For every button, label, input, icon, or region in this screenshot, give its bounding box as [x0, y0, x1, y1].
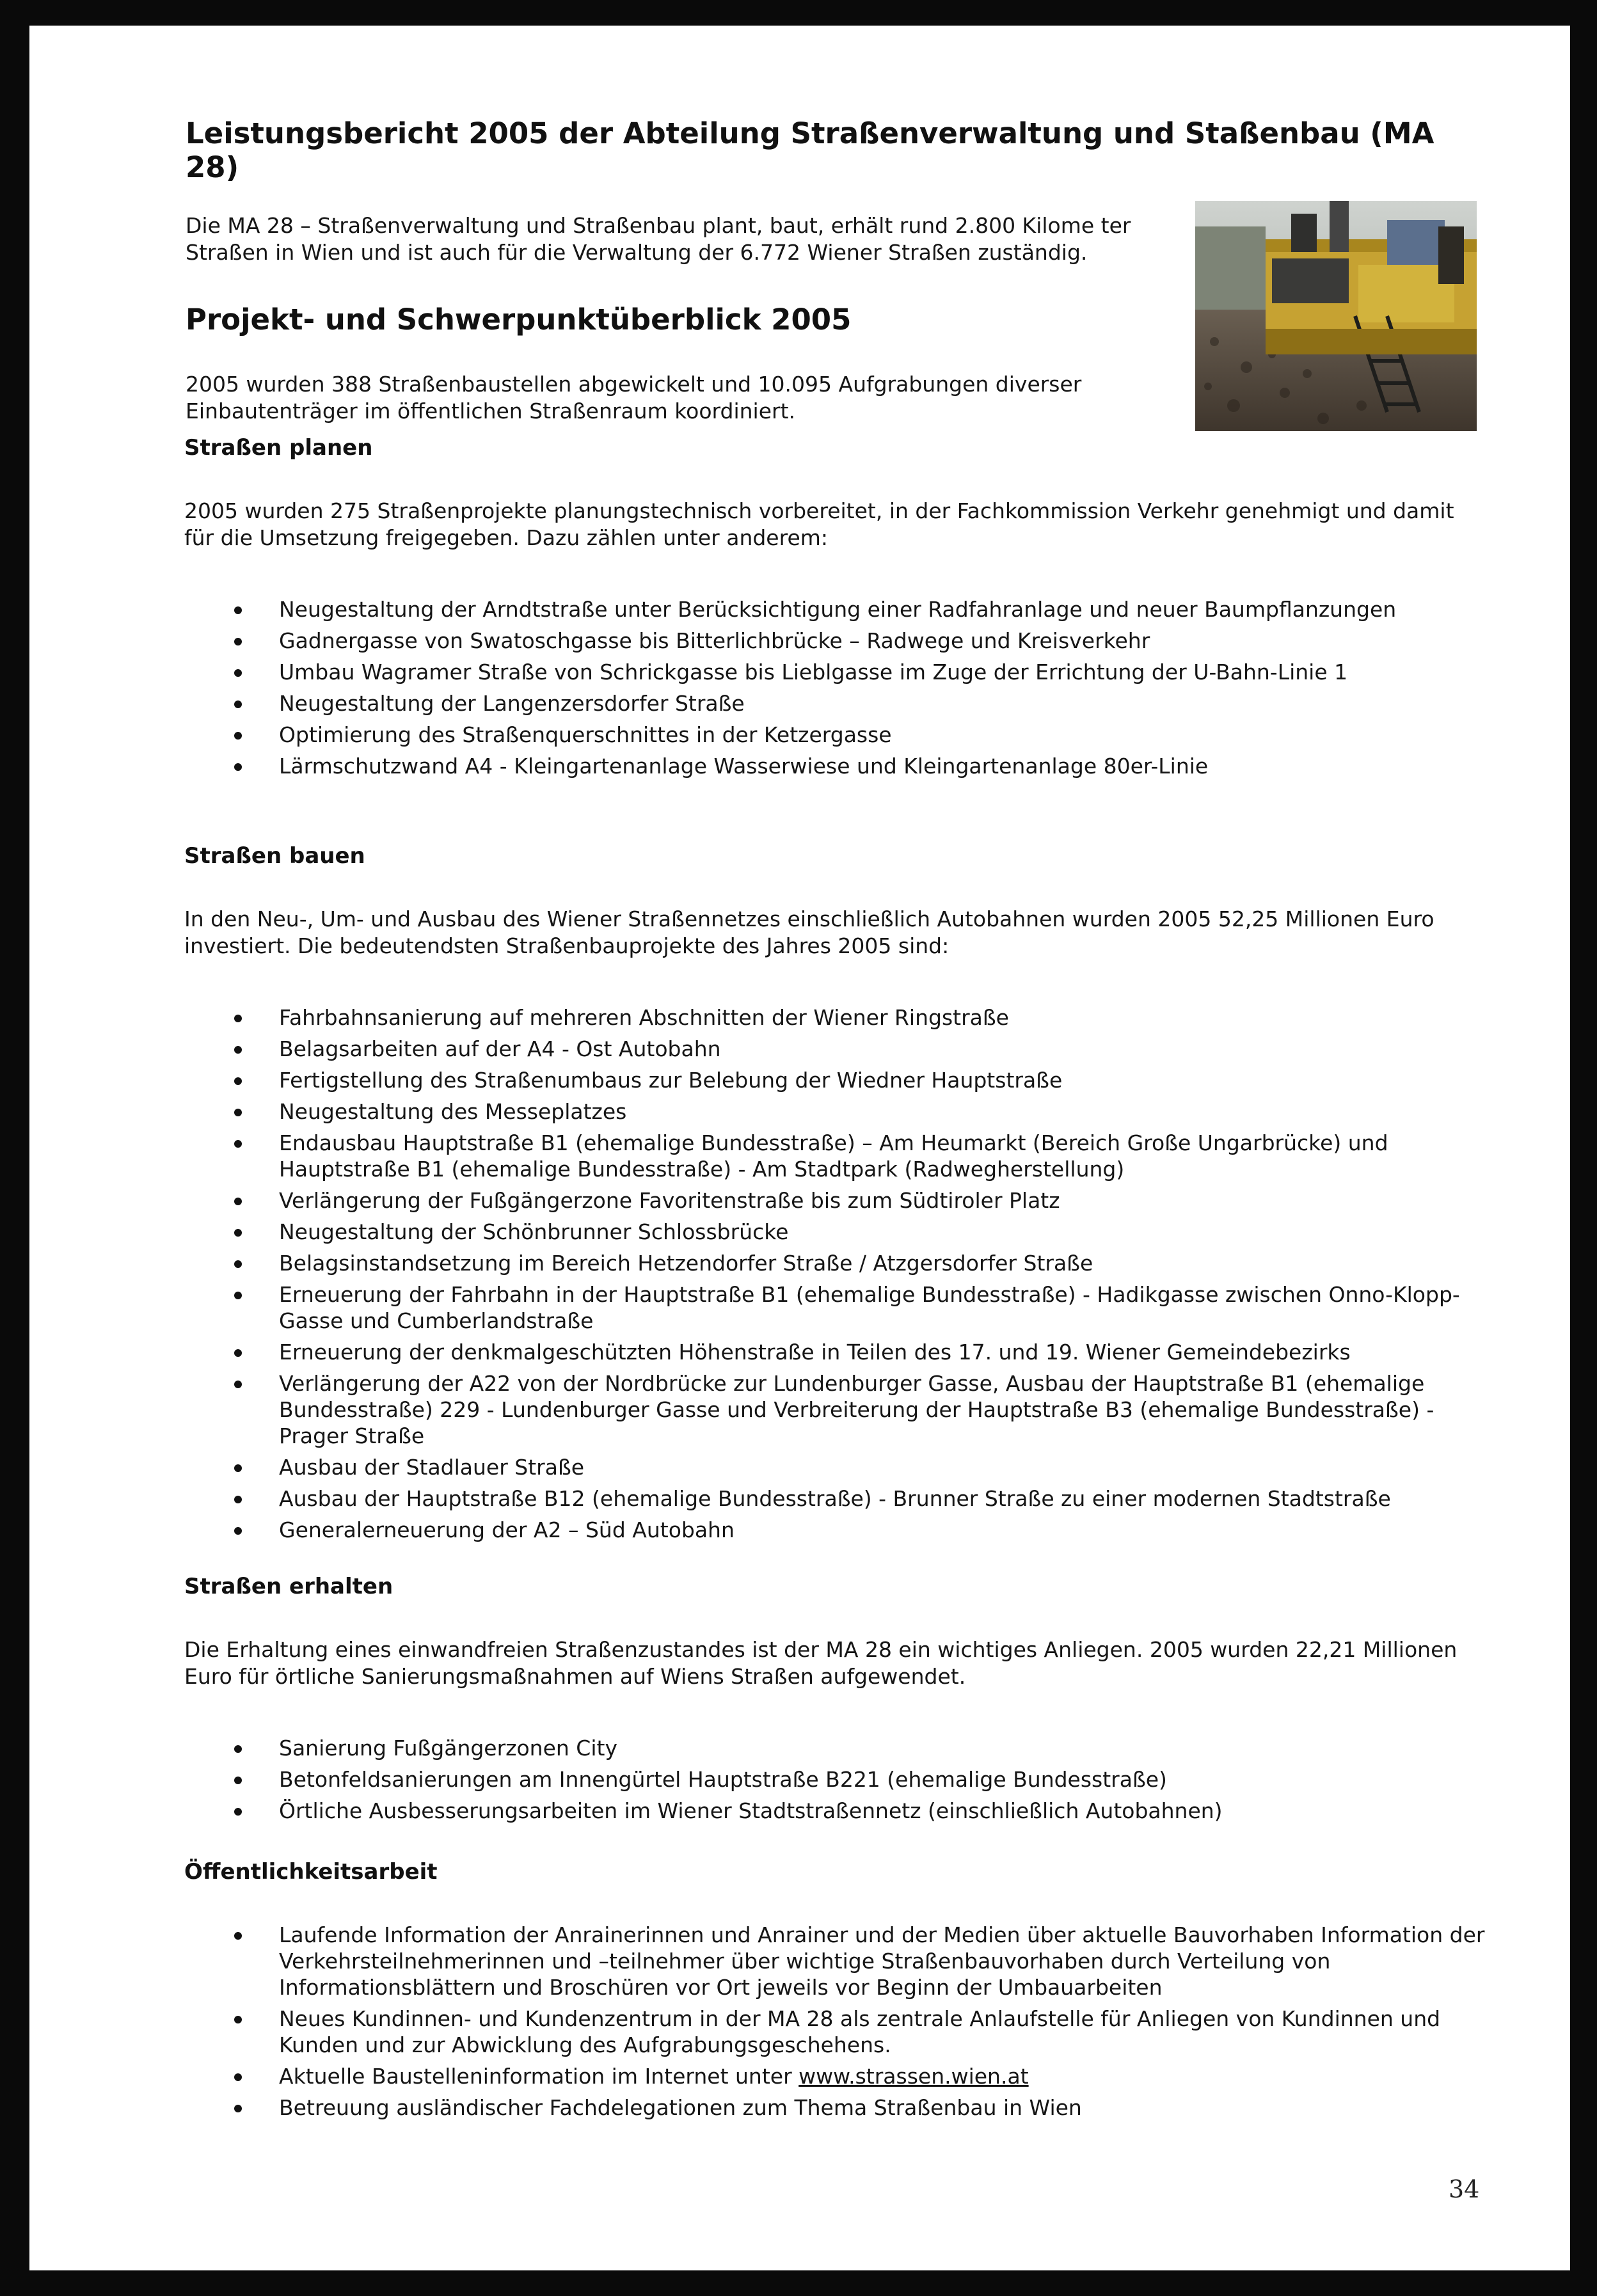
bullet-list: [184, 596, 1490, 779]
bullet-icon: [234, 1464, 242, 1472]
list-item: Verlängerung der Fußgängerzone Favoritenstraße bis zum Südtiroler Platz: [184, 1187, 1490, 1214]
list-item: Neugestaltung der Arndtstraße unter Berücksichtigung einer Radfahranlage und neuer Baumpflanzungen: [184, 596, 1490, 622]
list-item: Belagsinstandsetzung im Bereich Hetzendorfer Straße / Atzgersdorfer Straße: [184, 1250, 1490, 1276]
section-heading: Straßen erhalten: [184, 1574, 393, 1599]
bullet-icon: [234, 1349, 242, 1357]
list-item: Betreuung ausländischer Fachdelegationen zum Thema Straßenbau in Wien: [184, 2094, 1490, 2121]
section-paragraph: Die Erhaltung eines einwandfreien Straßenzustandes ist der MA 28 ein wichtiges Anliegen. 2005 wurden 22,21 Millionen Euro für örtliche Sanierungsmaßnahmen auf Wiens Straßen aufgewendet.: [184, 1637, 1458, 1689]
bullet-icon: [234, 1777, 242, 1784]
list-item: Gadnergasse von Swatoschgasse bis Bitterlichbrücke – Radwege und Kreisverkehr: [184, 628, 1490, 654]
bullet-icon: [234, 1260, 242, 1268]
list-item: Ausbau der Hauptstraße B12 (ehemalige Bundesstraße) - Brunner Straße zu einer modernen Stadtstraße: [184, 1485, 1490, 1512]
intro-paragraph: Die MA 28 – Straßenverwaltung und Straßenbau plant, baut, erhält rund 2.800 Kilome ter Straßen in Wien und ist auch für die Verwaltung der 6.772 Wiener Straßen zuständig.: [186, 213, 1131, 265]
bullet-icon: [234, 701, 242, 708]
list-item: Lärmschutzwand A4 - Kleingartenanlage Wasserwiese und Kleingartenanlage 80er-Linie: [184, 753, 1490, 779]
bullet-icon: [234, 2105, 242, 2112]
section-strassen-planen: [184, 435, 1490, 784]
bullet-icon: [234, 1077, 242, 1085]
bullet-icon: [234, 1015, 242, 1022]
bullet-icon: [234, 1292, 242, 1299]
page-number: 34: [1449, 2175, 1480, 2203]
list-item: Verlängerung der A22 von der Nordbrücke zur Lundenburger Gasse, Ausbau der Hauptstraße B1 (ehemalige Bundesstraße) 229 - Lundenburger Gasse und Verbreiterung der Hauptstraße B3 (ehemalige Bundesstraße) - Prager Straße: [184, 1370, 1490, 1449]
bullet-icon: [234, 1496, 242, 1503]
section-heading: Öffentlichkeitsarbeit: [184, 1859, 438, 1885]
bullet-icon: [234, 1808, 242, 1816]
list-item: Belagsarbeiten auf der A4 - Ost Autobahn: [184, 1036, 1490, 1062]
list-item: Ausbau der Stadlauer Straße: [184, 1454, 1490, 1480]
list-item: Betonfeldsanierungen am Innengürtel Hauptstraße B221 (ehemalige Bundesstraße): [184, 1766, 1490, 1793]
bullet-icon: [234, 1229, 242, 1237]
list-item: Örtliche Ausbesserungsarbeiten im Wiener Stadtstraßennetz (einschließlich Autobahnen): [184, 1798, 1490, 1824]
overview-heading: Projekt- und Schwerpunktüberblick 2005: [186, 303, 852, 336]
list-item: Sanierung Fußgängerzonen City: [184, 1735, 1490, 1761]
bullet-list: [184, 1004, 1490, 1543]
bullet-icon: [234, 732, 242, 740]
bullet-icon: [234, 638, 242, 645]
section-paragraph: 2005 wurden 275 Straßenprojekte planungstechnisch vorbereitet, in der Fachkommission Verkehr genehmigt und damit für die Umsetzung freigegeben. Dazu zählen unter anderem:: [184, 498, 1454, 550]
list-item: Fertigstellung des Straßenumbaus zur Belebung der Wiedner Hauptstraße: [184, 1067, 1490, 1093]
bullet-icon: [234, 1932, 242, 1940]
bullet-icon: [234, 2073, 242, 2081]
section-paragraph: In den Neu-, Um- und Ausbau des Wiener Straßennetzes einschließlich Autobahnen wurden 2005 52,25 Millionen Euro investiert. Die bedeutendsten Straßenbauprojekte des Jahres 2005 sind:: [184, 907, 1434, 958]
section-heading: Straßen bauen: [184, 843, 365, 869]
document-page: [29, 26, 1570, 2270]
bullet-list: [184, 1922, 1490, 2121]
list-item: Laufende Information der Anrainerinnen und Anrainer und der Medien über aktuelle Bauvorhaben Information der Verkehrsteilnehmerinnen und –teilnehmer über wichtige Straßenbauvorhaben durch Verteilung von Informationsblättern und Broschüren vor Ort jeweils vor Beginn der Umbauarbeiten: [184, 1922, 1490, 2000]
list-item: Neugestaltung der Langenzersdorfer Straße: [184, 690, 1490, 717]
list-item: Umbau Wagramer Straße von Schrickgasse bis Lieblgasse im Zuge der Errichtung der U-Bahn-Linie 1: [184, 659, 1490, 685]
section-strassen-erhalten: [184, 1574, 1490, 1829]
bullet-icon: [234, 1046, 242, 1054]
section-heading: Straßen planen: [184, 435, 373, 461]
page-title: Leistungsbericht 2005 der Abteilung Straßenverwaltung und Staßenbau (MA 28): [186, 116, 1434, 184]
bullet-list: [184, 1735, 1490, 1824]
list-item: Fahrbahnsanierung auf mehreren Abschnitten der Wiener Ringstraße: [184, 1004, 1490, 1031]
list-item: Generalerneuerung der A2 – Süd Autobahn: [184, 1517, 1490, 1543]
list-item: Erneuerung der Fahrbahn in der Hauptstraße B1 (ehemalige Bundesstraße) - Hadikgasse zwischen Onno-Klopp-Gasse und Cumberlandstraße: [184, 1281, 1490, 1334]
list-item: Neugestaltung des Messeplatzes: [184, 1098, 1490, 1125]
section-oeffentlichkeitsarbeit: [184, 1859, 1490, 2126]
bullet-icon: [234, 1745, 242, 1753]
bullet-icon: [234, 1109, 242, 1116]
bullet-icon: [234, 1381, 242, 1388]
list-item: Aktuelle Baustelleninformation im Internet unter www.strassen.wien.at: [184, 2063, 1490, 2089]
list-item: Neugestaltung der Schönbrunner Schlossbrücke: [184, 1219, 1490, 1245]
bullet-icon: [234, 1198, 242, 1205]
road-paving-machine-photo: [1195, 201, 1477, 431]
overview-paragraph: 2005 wurden 388 Straßenbaustellen abgewickelt und 10.095 Aufgrabungen diverser Einbautenträger im öffentlichen Straßenraum koordiniert.: [186, 372, 1082, 424]
bullet-icon: [234, 1527, 242, 1535]
list-item: Erneuerung der denkmalgeschützten Höhenstraße in Teilen des 17. und 19. Wiener Gemeindebezirks: [184, 1339, 1490, 1365]
bullet-icon: [234, 763, 242, 771]
website-link[interactable]: www.strassen.wien.at: [798, 2064, 1029, 2089]
bullet-icon: [234, 606, 242, 614]
list-item: Endausbau Hauptstraße B1 (ehemalige Bundesstraße) – Am Heumarkt (Bereich Große Ungarbrücke) und Hauptstraße B1 (ehemalige Bundesstraße) - Am Stadtpark (Radwegherstellung): [184, 1130, 1490, 1182]
list-item: Optimierung des Straßenquerschnittes in der Ketzergasse: [184, 722, 1490, 748]
bullet-icon: [234, 1140, 242, 1148]
list-item: Neues Kundinnen- und Kundenzentrum in der MA 28 als zentrale Anlaufstelle für Anliegen von Kundinnen und Kunden und zur Abwicklung des Aufgrabungsgeschehens.: [184, 2006, 1490, 2058]
bullet-icon: [234, 669, 242, 677]
section-strassen-bauen: [184, 843, 1490, 1548]
bullet-icon: [234, 2016, 242, 2023]
